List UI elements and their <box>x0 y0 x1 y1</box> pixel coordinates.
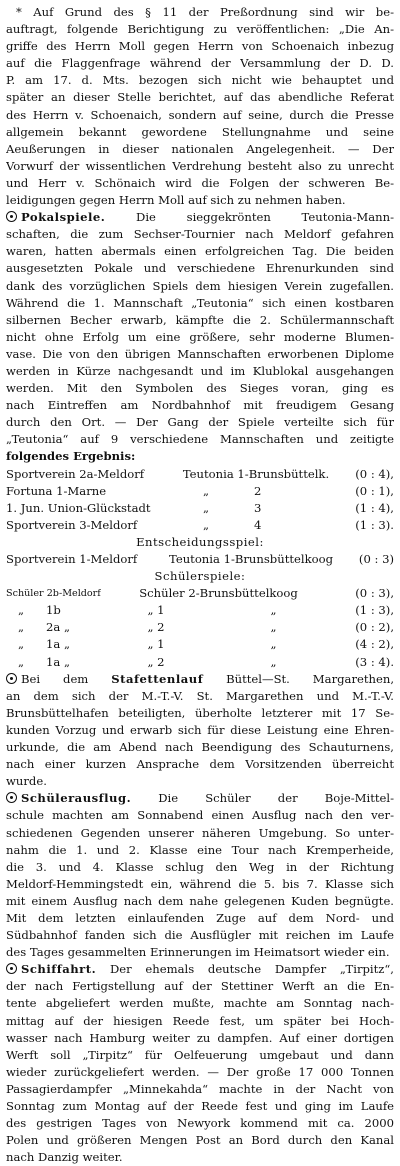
table-row: Schüler 2b-Meldorf Schüler 2-Brunsbüttelkoog (0 : 3), <box>6 586 395 601</box>
text-line: wieder zurückgeliefert werden. — Der große 17 000 Tonnen <box>6 1064 394 1079</box>
text-line: kunden Vorzug und erwarb sich für diese Leistung eine Ehren- <box>6 722 394 737</box>
text-line: vase. Die von den übrigen Mannschaften erworbenen Diplome <box>6 346 394 361</box>
text-line: Brunsbüttelhafen beteiligten, überholte letzterer mit 17 Se- <box>6 705 394 720</box>
text-line: P. am 17. d. Mts. bezogen sich nicht wie behauptet und <box>6 73 394 88</box>
text-line: waren, hatten abermals einen erfolgreichen Tag. Die beiden <box>6 244 394 259</box>
table-row: 1. Jun. Union-Glückstadt „ 3 (1 : 4), <box>6 500 394 515</box>
school-heading: Schülerspiele: <box>154 569 246 584</box>
article-heading: Stafettenlauf <box>111 671 204 686</box>
text-line: auftragt, folgende Berichtigung zu veröffentlichen: „Die An- <box>6 22 394 37</box>
text-line: silbernen Becher erwarb, kämpfte die 2. Schülermannschaft <box>6 312 394 327</box>
text-line: tente abgeliefert werden mußte, machte am Sonntag nach- <box>6 996 394 1011</box>
text-line: auf die Flaggenfrage während der Versammlung der D. D. <box>6 56 394 71</box>
decision-table <box>6 551 394 568</box>
table-row: „ 1b „ 1 „ (1 : 3), <box>17 603 395 618</box>
text-line: der nach Fertigstellung auf der Stettiner Werft an die En- <box>6 979 394 994</box>
table-row: Sportverein 2a-Meldorf Teutonia 1-Brunsbüttelk. (0 : 4), <box>6 466 394 481</box>
text-line: Südbahnhof fanden sich die Ausflügler mit reichen im Laufe <box>6 928 394 943</box>
section-marker-icon <box>6 963 17 974</box>
article-stafettenlauf <box>6 671 394 791</box>
table-row: „ 2a „ „ 2 „ (0 : 2), <box>17 620 395 635</box>
article-schuelerausflug <box>6 790 394 961</box>
text-line: Polen und größeren Mengen Post an Bord durch den Kanal <box>6 1133 394 1148</box>
text-line: Passagierdampfer „Minnekahda“ machte in der Nacht von <box>6 1081 394 1096</box>
section-marker-icon <box>6 792 17 803</box>
text-line: wasser nach Hamburg weiter zu dampfen. Auf einer dortigen <box>6 1030 394 1045</box>
text-line: werden in Kürze nachgesandt und im Klublokal ausgehangen <box>6 363 394 378</box>
text-line: „Teutonia“ auf 9 verschiedene Mannschaften und zeitigte <box>6 432 394 447</box>
text-line: schule machten am Sonnabend einen Ausflug nach den ver- <box>6 808 394 823</box>
text-line: Während die 1. Mannschaft „Teutonia“ sich einen kostbaren <box>6 295 394 310</box>
section-marker-icon <box>6 673 17 684</box>
text-line: Sonntag zum Montag auf der Reede fest und ging im Laufe <box>6 1099 394 1113</box>
text-line: werden. Mit den Symbolen des Sieges voran, ging es <box>6 381 394 396</box>
text-line: nach einer kurzen Ansprache dem Vorsitzenden überreicht <box>6 757 394 772</box>
article-first-line: Bei dem Stafettenlauf Büttel—St. Margarethen, <box>6 671 394 688</box>
article-first-line: Schiffahrt. Der ehemals deutsche Dampfer „Tirpitz“, <box>6 961 394 978</box>
article-schiffahrt <box>6 961 394 1166</box>
article-heading: Schülerausflug. <box>21 791 132 806</box>
text-line: nahm die 1. und 2. Klasse eine Tour nach Kremperheide, <box>6 842 394 857</box>
text-line: später an dieser Stelle berichtet, auf das abendliche Referat <box>6 90 394 105</box>
table-row: Sportverein 1-Meldorf Teutonia 1-Brunsbüttelkoog (0 : 3) <box>6 552 394 566</box>
article-first-line: Pokalspiele. Die sieggekrönten Teutonia-Mann- <box>6 209 394 226</box>
text-line: nach Danzig weiter. <box>6 1150 123 1165</box>
article-heading: Pokalspiele. <box>21 210 106 225</box>
text-line: allgemein bekannt gewordene Stellungnahme und seine <box>6 124 394 139</box>
text-line: Vorwurf der wissentlichen Verdrehung besteht also zu unrecht <box>6 158 394 173</box>
decision-heading: Entscheidungsspiel: <box>136 534 264 549</box>
text-line: durch den Ort. — Der Gang der Spiele verteilte sich für <box>6 415 394 430</box>
results-table <box>6 466 394 534</box>
text-line: Mit dem letzten einlaufenden Zuge auf dem Nord- und <box>6 910 394 925</box>
text-line: mit einem Ausflug nach dem nahe gelegenen Kuden begnügte. <box>6 893 394 908</box>
text-line: dank des vorzüglichen Spiels dem hiesigen Verein zugefallen. <box>6 278 394 293</box>
article-pokalspiele <box>6 209 394 465</box>
newspaper-column <box>6 4 394 1166</box>
article-heading: Schiffahrt. <box>21 962 97 977</box>
text-line: schiedenen Gegenden unserer näheren Umgebung. So unter- <box>6 825 394 840</box>
table-row: „ 1a „ „ 2 „ (3 : 4). <box>17 654 395 669</box>
table-row: „ 1a „ „ 1 „ (4 : 2), <box>17 637 395 652</box>
text-line: leidigungen gegen Herrn Moll auf sich zu nehmen haben. <box>6 193 346 208</box>
text-line: des gestrigen Tages von Newyork kommend mit ca. 2000 <box>6 1116 394 1131</box>
text-line: folgendes Ergebnis: <box>6 449 136 464</box>
text-line: urkunde, die am Abend nach Beendigung des Schauturnens, <box>6 740 394 755</box>
article-first-line: Schülerausflug. Die Schüler der Boje-Mittel- <box>6 790 394 807</box>
text-line: des Tages gesammelten Erinnerungen im Heimatsort wieder ein. <box>6 945 390 960</box>
text-line: schaften, die zum Sechser-Tournier nach Meldorf gefahren <box>6 227 394 242</box>
text-line: mittag auf der hiesigen Reede fest, um später bei Hoch- <box>6 1013 394 1028</box>
text-line: * Auf Grund des § 11 der Preßordnung sind wir be- <box>16 5 394 19</box>
table-row: Fortuna 1-Marne „ 2 (0 : 1), <box>6 483 394 498</box>
table-row: Sportverein 3-Meldorf „ 4 (1 : 3). <box>6 517 394 532</box>
text-line: wurde. <box>6 774 47 789</box>
text-line: und Herr v. Schönaich wird die Folgen der schweren Be- <box>6 175 394 190</box>
correction-notice <box>6 4 394 209</box>
text-line: nicht ohne Erfolg um eine größere, sehr moderne Blumen- <box>6 329 394 344</box>
text-line: Meldorf-Hemmingstedt ein, während die 5. bis 7. Klasse sich <box>6 876 394 891</box>
section-marker-icon <box>6 211 17 222</box>
text-line: des Herrn v. Schoenaich, sondern auf seine, durch die Presse <box>6 107 394 122</box>
text-line: griffe des Herrn Moll gegen Herrn von Schoenaich inbezug <box>6 39 394 54</box>
text-line: an dem sich der M.-T.-V. St. Margarethen und M.-T.-V. <box>6 688 394 703</box>
text-line: Aeußerungen in dieser nationalen Angelegenheit. — Der <box>6 141 394 156</box>
text-line: ausgesetzten Pokale und verschiedene Ehrenurkunden sind <box>6 261 394 276</box>
text-line: die 3. und 4. Klasse schlug den Weg in der Richtung <box>6 859 394 874</box>
school-results-table <box>6 585 394 670</box>
text-line: Werft soll „Tirpitz“ für Oelfeuerung umgebaut und dann <box>6 1047 394 1062</box>
text-line: nach Eintreffen am Nordbahnhof mit freudigem Gesang <box>6 398 394 413</box>
